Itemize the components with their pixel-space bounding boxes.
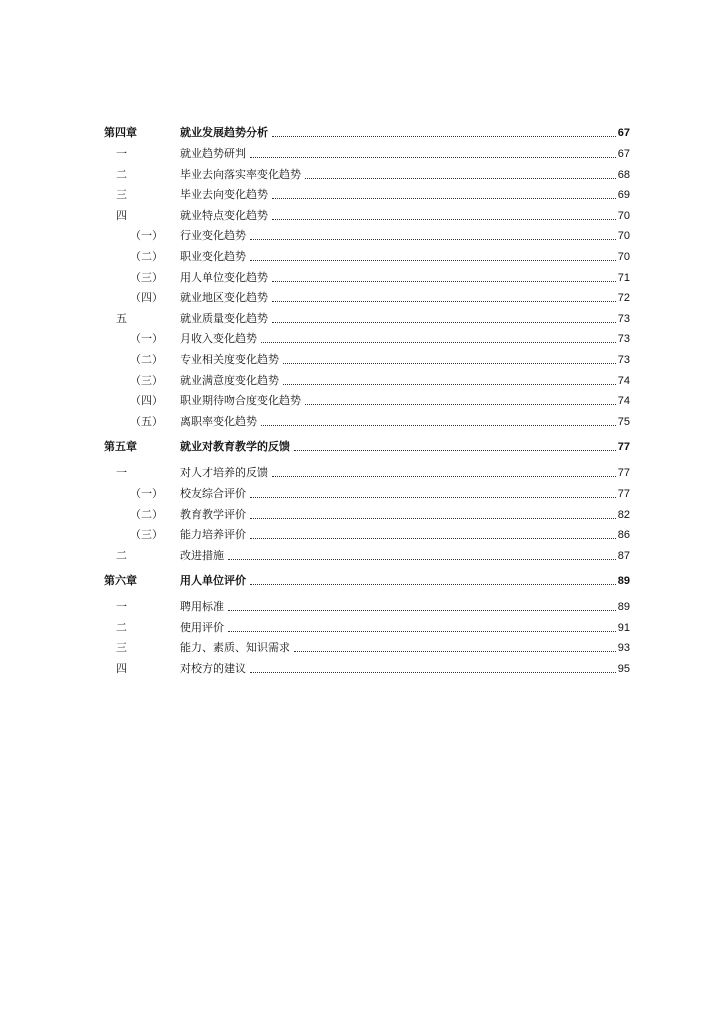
toc-entry-body xyxy=(180,332,630,346)
toc-entry-number: 一 xyxy=(116,466,127,480)
toc-page-number: 89 xyxy=(617,575,630,588)
toc-entry-title: 就业质量变化趋势 xyxy=(180,311,268,325)
toc-dot-leader xyxy=(272,219,616,220)
toc-entry-row[interactable] xyxy=(104,412,630,433)
toc-entry-body xyxy=(180,188,630,202)
toc-entry-number: （四） xyxy=(130,394,163,408)
toc-entry-number: （五） xyxy=(130,414,163,428)
toc-entry-title: 用人单位变化趋势 xyxy=(180,270,268,284)
toc-page-number: 93 xyxy=(617,642,630,655)
toc-entry-row[interactable] xyxy=(104,484,630,505)
toc-entry-row[interactable] xyxy=(104,309,630,330)
toc-page-number: 75 xyxy=(617,415,630,428)
toc-entry-body xyxy=(180,662,630,676)
toc-entry-row[interactable] xyxy=(104,226,630,247)
toc-dot-leader xyxy=(272,301,616,302)
toc-entry-number: 四 xyxy=(116,208,127,222)
toc-entry-body xyxy=(180,353,630,367)
toc-page-number: 67 xyxy=(617,148,630,160)
toc-page-number: 87 xyxy=(617,549,630,562)
toc-dot-leader xyxy=(294,651,616,652)
toc-dot-leader xyxy=(272,322,616,323)
toc-page-number: 82 xyxy=(617,508,630,521)
toc-entry-title: 改进措施 xyxy=(180,548,224,562)
toc-entry-row[interactable] xyxy=(104,206,630,227)
toc-entry-row[interactable] xyxy=(104,546,630,567)
toc-entry-title: 就业对教育教学的反馈 xyxy=(180,440,290,454)
toc-dot-leader xyxy=(272,198,616,199)
toc-entry-row[interactable] xyxy=(104,247,630,268)
toc-entry-number: （一） xyxy=(130,486,163,500)
toc-entry-title: 毕业去向变化趋势 xyxy=(180,188,268,202)
toc-dot-leader xyxy=(250,672,616,673)
toc-page-number: 89 xyxy=(617,601,630,614)
toc-dot-leader xyxy=(250,584,616,585)
toc-entry-number: 一 xyxy=(116,147,127,160)
toc-dot-leader xyxy=(228,631,616,632)
toc-chapter-row[interactable] xyxy=(104,123,630,144)
toc-entry-body xyxy=(180,250,630,264)
toc-page-number: 77 xyxy=(617,487,630,500)
toc-entry-number: （四） xyxy=(130,291,163,305)
toc-entry-title: 对校方的建议 xyxy=(180,662,246,676)
toc-entry-row[interactable] xyxy=(104,268,630,289)
toc-entry-body xyxy=(180,126,630,140)
toc-entry-row[interactable] xyxy=(104,350,630,371)
toc-entry-title: 聘用标准 xyxy=(180,600,224,614)
toc-chapter-row[interactable] xyxy=(104,571,630,592)
toc-dot-leader xyxy=(283,384,616,385)
toc-entry-title: 专业相关度变化趋势 xyxy=(180,352,279,366)
toc-dot-leader xyxy=(294,450,616,451)
toc-entry-number: 二 xyxy=(116,167,127,181)
toc-dot-leader xyxy=(250,239,616,240)
toc-entry-title: 就业地区变化趋势 xyxy=(180,291,268,305)
toc-entry-number: （一） xyxy=(130,332,163,346)
toc-page-number: 71 xyxy=(617,271,630,284)
toc-entry-row[interactable] xyxy=(104,288,630,309)
toc-page-number: 67 xyxy=(617,127,630,139)
toc-page-number: 68 xyxy=(617,168,630,181)
toc-dot-leader xyxy=(272,281,616,282)
toc-entry-row[interactable] xyxy=(104,638,630,659)
toc-page-number: 73 xyxy=(617,353,630,366)
toc-page-number: 72 xyxy=(617,292,630,305)
toc-entry-row[interactable] xyxy=(104,371,630,392)
toc-entry-body xyxy=(180,466,630,480)
toc-entry-number: 五 xyxy=(116,311,127,325)
toc-entry-number: （三） xyxy=(130,373,163,387)
toc-entry-body xyxy=(180,574,630,588)
toc-entry-number: 四 xyxy=(116,662,127,676)
toc-entry-body xyxy=(180,528,630,542)
toc-entry-body xyxy=(180,549,630,563)
toc-dot-leader xyxy=(250,157,616,158)
table-of-contents xyxy=(104,123,630,680)
toc-page-number: 77 xyxy=(617,441,630,454)
toc-entry-title: 毕业去向落实率变化趋势 xyxy=(180,167,301,181)
toc-entry-body xyxy=(180,487,630,501)
toc-entry-body xyxy=(180,271,630,285)
toc-entry-number: （三） xyxy=(130,528,163,542)
toc-dot-leader xyxy=(250,518,616,519)
toc-page-number: 70 xyxy=(617,230,630,243)
toc-entry-title: 就业趋势研判 xyxy=(180,147,246,160)
toc-entry-number: 二 xyxy=(116,620,127,634)
toc-entry-row[interactable] xyxy=(104,659,630,680)
toc-entry-number: 第四章 xyxy=(104,126,137,139)
toc-dot-leader xyxy=(228,559,616,560)
toc-page-number: 73 xyxy=(617,333,630,346)
toc-entry-row[interactable] xyxy=(104,329,630,350)
toc-dot-leader xyxy=(250,260,616,261)
toc-entry-number: （一） xyxy=(130,229,163,243)
toc-entry-title: 教育教学评价 xyxy=(180,507,246,521)
toc-entry-body xyxy=(180,621,630,635)
toc-entry-title: 用人单位评价 xyxy=(180,574,246,588)
toc-entry-body xyxy=(180,312,630,326)
toc-dot-leader xyxy=(272,136,616,137)
toc-entry-title: 离职率变化趋势 xyxy=(180,414,257,428)
toc-entry-number: 第六章 xyxy=(104,574,137,588)
toc-entry-number: 三 xyxy=(116,188,127,202)
toc-dot-leader xyxy=(283,363,616,364)
toc-entry-body xyxy=(180,229,630,243)
toc-entry-number: （三） xyxy=(130,270,163,284)
toc-entry-title: 校友综合评价 xyxy=(180,486,246,500)
toc-page-number: 86 xyxy=(617,529,630,542)
toc-entry-body xyxy=(180,440,630,454)
toc-entry-number: （二） xyxy=(130,249,163,263)
toc-entry-title: 就业特点变化趋势 xyxy=(180,208,268,222)
toc-page-number: 69 xyxy=(617,189,630,202)
toc-chapter-row[interactable] xyxy=(104,437,630,458)
toc-entry-title: 对人才培养的反馈 xyxy=(180,466,268,480)
toc-entry-body xyxy=(180,168,630,182)
toc-entry-title: 就业满意度变化趋势 xyxy=(180,373,279,387)
toc-page-number: 70 xyxy=(617,209,630,222)
toc-dot-leader xyxy=(228,610,616,611)
toc-dot-leader xyxy=(305,404,616,405)
toc-entry-body xyxy=(180,415,630,429)
toc-dot-leader xyxy=(272,476,616,477)
toc-entry-title: 能力培养评价 xyxy=(180,528,246,542)
toc-entry-title: 月收入变化趋势 xyxy=(180,332,257,346)
toc-entry-title: 行业变化趋势 xyxy=(180,229,246,243)
toc-entry-row[interactable] xyxy=(104,618,630,639)
toc-entry-body xyxy=(180,209,630,223)
toc-entry-body xyxy=(180,600,630,614)
toc-entry-title: 职业变化趋势 xyxy=(180,249,246,263)
toc-page-number: 73 xyxy=(617,312,630,325)
toc-entry-row[interactable] xyxy=(104,144,630,165)
toc-entry-title: 使用评价 xyxy=(180,620,224,634)
toc-entry-body xyxy=(180,291,630,305)
toc-page-number: 77 xyxy=(617,467,630,480)
toc-page-number: 74 xyxy=(617,395,630,408)
toc-entry-number: 第五章 xyxy=(104,440,137,454)
toc-entry-body xyxy=(180,147,630,161)
toc-entry-row[interactable] xyxy=(104,525,630,546)
toc-entry-row[interactable] xyxy=(104,463,630,484)
toc-dot-leader xyxy=(250,497,616,498)
toc-entry-row[interactable] xyxy=(104,185,630,206)
toc-dot-leader xyxy=(261,425,616,426)
toc-page-number: 95 xyxy=(617,663,630,676)
toc-dot-leader xyxy=(250,538,616,539)
toc-entry-title: 就业发展趋势分析 xyxy=(180,126,268,139)
toc-dot-leader xyxy=(261,342,616,343)
toc-entry-number: 三 xyxy=(116,641,127,655)
toc-entry-number: （二） xyxy=(130,352,163,366)
toc-entry-number: 二 xyxy=(116,548,127,562)
toc-dot-leader xyxy=(305,178,616,179)
toc-entry-row[interactable] xyxy=(104,597,630,618)
toc-entry-number: 一 xyxy=(116,600,127,614)
toc-entry-row[interactable] xyxy=(104,505,630,526)
toc-entry-body xyxy=(180,508,630,522)
toc-page-number: 70 xyxy=(617,250,630,263)
toc-entry-number: （二） xyxy=(130,507,163,521)
toc-entry-title: 职业期待吻合度变化趋势 xyxy=(180,394,301,408)
toc-entry-row[interactable] xyxy=(104,391,630,412)
toc-entry-body xyxy=(180,374,630,388)
toc-entry-body xyxy=(180,641,630,655)
toc-page-number: 74 xyxy=(617,374,630,387)
toc-entry-title: 能力、素质、知识需求 xyxy=(180,641,290,655)
toc-entry-row[interactable] xyxy=(104,165,630,186)
toc-page-number: 91 xyxy=(617,621,630,634)
toc-entry-body xyxy=(180,394,630,408)
